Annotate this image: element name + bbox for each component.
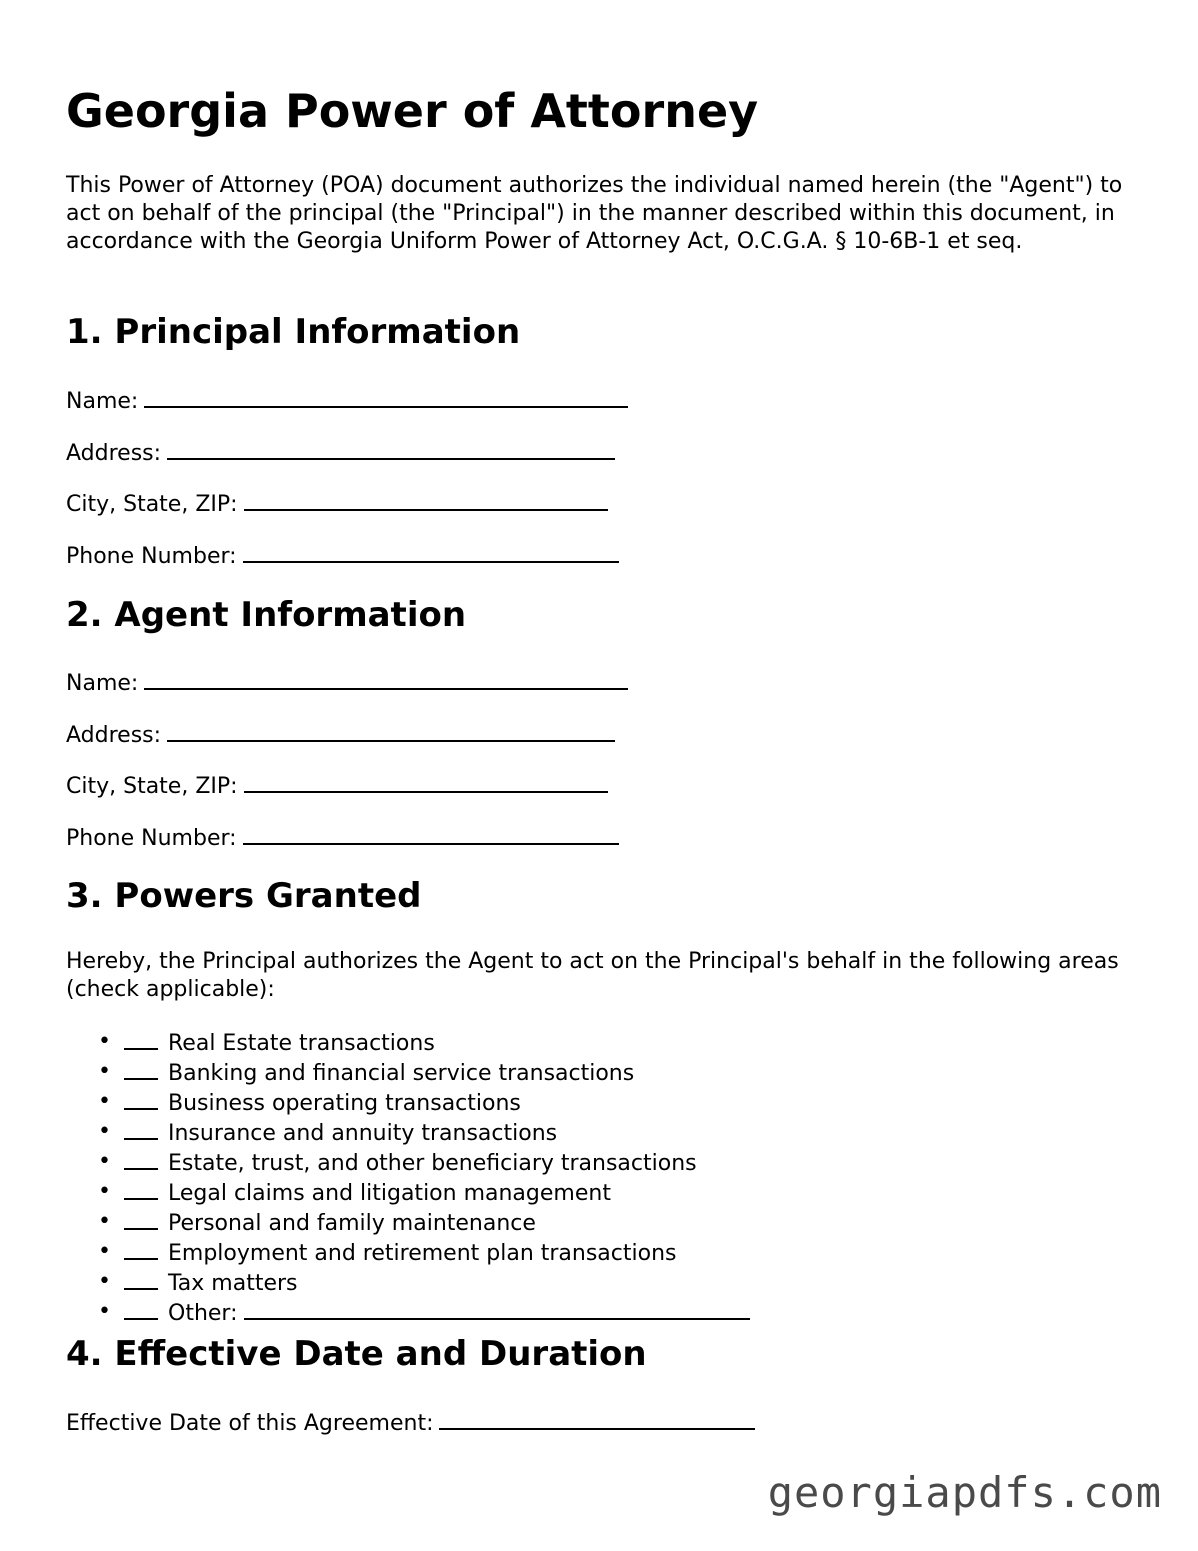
effective-date-field[interactable] — [66, 1408, 755, 1438]
bullet-icon: • — [98, 1209, 111, 1234]
watermark-text: georgiapdfs.com — [767, 1468, 1162, 1517]
field-label: Phone Number: — [66, 544, 237, 569]
agent-city-state-zip-blank[interactable] — [244, 771, 608, 793]
principal-city-state-zip-blank[interactable] — [244, 489, 608, 511]
agent-name-field[interactable] — [66, 668, 628, 698]
powers-intro: Hereby, the Principal authorizes the Agent to act on the Principal's behalf in the following areas (check applicable): — [66, 949, 1119, 1002]
field-label: Address: — [66, 441, 162, 466]
effective-date-blank[interactable] — [439, 1408, 755, 1430]
agent-name-blank[interactable] — [144, 668, 628, 690]
principal-heading: 1. Principal Information — [66, 312, 521, 352]
powers-list — [66, 1028, 750, 1328]
agent-address-field[interactable] — [66, 720, 615, 750]
field-label: Name: — [66, 671, 139, 696]
power-item-label: Estate, trust, and other beneficiary transactions — [168, 1151, 697, 1176]
bullet-icon: • — [98, 1149, 111, 1174]
intro-paragraph: This Power of Attorney (POA) document authorizes the individual named herein (the "Agent") to act on behalf of the principal (the "Principal") in the manner described within this document, in accordance with the Georgia Uniform Power of Attorney Act, O.C.G.A. § 10-6B-1 et seq. — [66, 173, 1123, 254]
check-blank[interactable] — [124, 1028, 158, 1050]
power-item-business[interactable] — [66, 1088, 750, 1118]
bullet-icon: • — [98, 1059, 111, 1084]
effective-heading: 4. Effective Date and Duration — [66, 1334, 647, 1374]
check-blank[interactable] — [124, 1178, 158, 1200]
power-item-other[interactable] — [66, 1298, 750, 1328]
field-label: Name: — [66, 389, 139, 414]
field-label: City, State, ZIP: — [66, 774, 238, 799]
power-item-employment[interactable] — [66, 1238, 750, 1268]
principal-city-state-zip-field[interactable] — [66, 489, 608, 519]
power-item-label: Personal and family maintenance — [168, 1211, 536, 1236]
bullet-icon: • — [98, 1119, 111, 1144]
agent-phone-field[interactable] — [66, 823, 619, 853]
check-blank[interactable] — [124, 1118, 158, 1140]
bullet-icon: • — [98, 1089, 111, 1114]
principal-name-blank[interactable] — [144, 386, 628, 408]
agent-heading: 2. Agent Information — [66, 595, 467, 635]
field-label: City, State, ZIP: — [66, 492, 238, 517]
check-blank[interactable] — [124, 1208, 158, 1230]
bullet-icon: • — [98, 1239, 111, 1264]
principal-phone-blank[interactable] — [243, 541, 619, 563]
power-item-label: Real Estate transactions — [168, 1031, 435, 1056]
other-power-blank[interactable] — [244, 1298, 750, 1320]
principal-name-field[interactable] — [66, 386, 628, 416]
principal-phone-field[interactable] — [66, 541, 619, 571]
power-item-real-estate[interactable] — [66, 1028, 750, 1058]
power-item-legal[interactable] — [66, 1178, 750, 1208]
agent-address-blank[interactable] — [167, 720, 615, 742]
bullet-icon: • — [98, 1269, 111, 1294]
power-item-label: Employment and retirement plan transactions — [168, 1241, 677, 1266]
agent-city-state-zip-field[interactable] — [66, 771, 608, 801]
check-blank[interactable] — [124, 1238, 158, 1260]
field-label: Phone Number: — [66, 826, 237, 851]
power-item-banking[interactable] — [66, 1058, 750, 1088]
document-title: Georgia Power of Attorney — [66, 84, 759, 138]
check-blank[interactable] — [124, 1298, 158, 1320]
bullet-icon: • — [98, 1299, 111, 1324]
bullet-icon: • — [98, 1179, 111, 1204]
principal-address-blank[interactable] — [167, 438, 615, 460]
power-item-tax[interactable] — [66, 1268, 750, 1298]
powers-heading: 3. Powers Granted — [66, 876, 422, 916]
power-item-personal[interactable] — [66, 1208, 750, 1238]
agent-phone-blank[interactable] — [243, 823, 619, 845]
power-item-label: Insurance and annuity transactions — [168, 1121, 558, 1146]
power-item-label: Other: — [168, 1301, 238, 1326]
power-item-insurance[interactable] — [66, 1118, 750, 1148]
bullet-icon: • — [98, 1029, 111, 1054]
power-item-label: Legal claims and litigation management — [168, 1181, 611, 1206]
field-label: Effective Date of this Agreement: — [66, 1411, 434, 1436]
principal-address-field[interactable] — [66, 438, 615, 468]
power-item-label: Tax matters — [168, 1271, 298, 1296]
check-blank[interactable] — [124, 1088, 158, 1110]
check-blank[interactable] — [124, 1058, 158, 1080]
check-blank[interactable] — [124, 1148, 158, 1170]
power-item-label: Banking and financial service transactions — [168, 1061, 635, 1086]
field-label: Address: — [66, 723, 162, 748]
power-item-estate[interactable] — [66, 1148, 750, 1178]
check-blank[interactable] — [124, 1268, 158, 1290]
power-item-label: Business operating transactions — [168, 1091, 521, 1116]
